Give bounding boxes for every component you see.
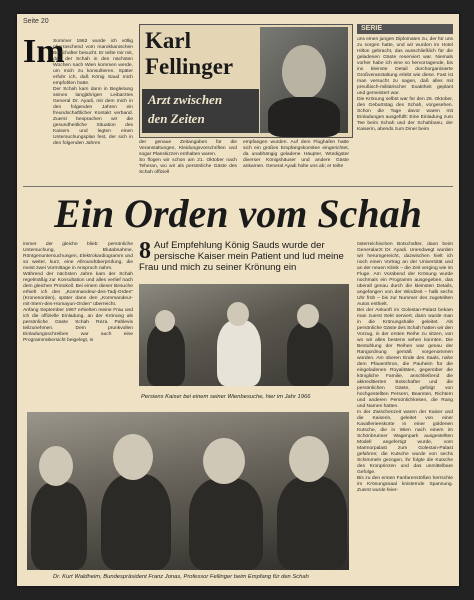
drop-cap: Im — [23, 33, 65, 70]
author-first-name: Karl — [145, 28, 191, 53]
photo1-figure-right — [287, 322, 333, 386]
photo2-face-4 — [289, 436, 329, 482]
subtitle-ribbon — [142, 89, 259, 133]
photo2-figure-4 — [277, 476, 347, 570]
photo2-face-2 — [113, 434, 153, 480]
top-divider — [23, 186, 453, 187]
photo1-face-center — [227, 302, 249, 326]
column-3-top: empfangen wurden. Auf dem Flughafen hatte sich ein großes Empfangskomitee eingerichtet, da unabhängig geladene Häupter, Würdigster diverser Königshäuser und andere Gäste ankamen. General Ayadi holte uns ab; er teilte — [243, 140, 349, 169]
episode-number: 8 — [139, 238, 151, 264]
subheadline — [139, 240, 349, 273]
shah-visit-photo — [139, 284, 349, 386]
subtitle-line-2: den Zeiten — [148, 111, 205, 126]
subtitle-line-1: Arzt zwischen — [148, 92, 223, 107]
author-last-name: Fellinger — [145, 54, 234, 79]
photo1-face-left — [155, 310, 175, 332]
subheadline-text: Auf Empfehlung König Sauds wurde der persische Kaiser mein Patient und lud meine Frau und mich zu seiner Krönung ein — [139, 240, 344, 273]
reception-photo — [27, 412, 349, 570]
photo1-caption: Persiens Kaiser bei einem seiner Wienbesuche, hier im Jahr 1966 — [141, 394, 311, 400]
photo2-face-1 — [39, 446, 73, 486]
series-label: SERIE — [357, 24, 453, 34]
photo2-face-3 — [203, 438, 245, 484]
photo1-face-right — [297, 304, 319, 328]
portrait-suit — [268, 97, 340, 137]
column-2-top: der genaue Zeitangaben für die Veranstaltungen, Kleidungsvorschriften und sogar Planskizzen enthalten waren. So flogen wir schon am 21. Oktober nach Teheran, wo wir als persönliche Gäste des Schah offiziell — [139, 140, 237, 175]
column-4-mid: österreichischen Botschafter, dann beim Generalarzt Dr. Ayadi. Unendwegt wurden wir herumgereicht, dazwischen hielt ich noch einen Vortrag an der Universität und an der neuen Klinik – die Zeit verging wie im Fluge. Am Vorabend der Krönung wurde nochmals ein Programm ausgegeben, das überall genau durch die kleinsten Details, angefangen von der Windzeit – halb sechs Uhr früh – bis zur Nummer des zugeteilten Autos enthielt. Bei der Ankunft im Golestan-Palast bekam man zuerst Sekt serviert, dann wurde man in die Krönungshalle geleitet. Als persönliche Gäste des Schah hatten wir den Vorzug, in der ersten Reihe zu sitzen, von wo wir alles bestens sehen konnten. Die Bestuhlung der Reihen war genau der Rangordnung gemäß vorgenommen worden. Am oberen Ende des Saals, nahe dem Pfauenthron, die Pauheim für die eingeladenen Royalitäten, gegenüber die königliche Familie, anschließend die akkreditierten Botschafter und die persönlichen Gäste, gefolgt von hochgestellten Persern, Beamten, Richtern und anderen Persönlichkeiten, die Rang und Namen hatten. In der Zwischenzeit waren der Kaiser und die Kaiserin, geleitet von einer Kavallerieeskorte in einer goldenen Kutsche, die in Wien nach einem im Schönbrunner Wagenpark ausgestellten Modell angefertigt wurde, vom Marmorpalast zum Golestan-Palast gefahren; die Kutsche wurde von sechs Schimmeln gezogen, ihr folgte die Kutsche des Kronprinzen und das unmittelbare Gefolge. Bis zu den ersten Fanfarenstößen herrschte im Krönungssaal knisternde Spannung. Zuerst wurde feier- — [357, 242, 453, 493]
page-number: Seite 20 — [23, 18, 49, 25]
column-1-top-cont — [23, 69, 133, 184]
headline: Ein Orden vom Schah — [54, 191, 422, 236]
portrait-face — [282, 45, 326, 99]
photo2-figure-2 — [101, 474, 171, 570]
newspaper-clipping — [17, 14, 459, 586]
column-1-top: Sommer 1962 wurde ich völlig überraschend vom marokkanischen Botschafter besucht. Er teilte mir mit, daß der Schah in den nächsten Wochen nach Wien kommen werde, um mich zu konsultieren. Später erfuhr ich, daß König Saud mich empfohlen hatte. Der Schah kam dann in Begleitung seines langjährigen Leibarztes General Dr. Ayadi, mit dem mich in den folgenden Jahren ein freundschaftlicher Kontakt verband. Zuerst besprachen wir die gesundheitliche Situation des Kaisers und legten einen Untersuchungsplan fest, der sich in den folgenden Jahren — [53, 39, 133, 146]
author-name-box — [142, 27, 257, 89]
column-4-top: uns einen jungen Diplomaten zu, der für uns zu sorgen hatte, und wir wurden im Hotel Hilton gebracht, das ausschließlich für die geladenen Gäste reserviert war. Niemals vorher habe ich eine so hervorragende, bis ins kleinste Detail durchorganisierte Großveranstaltung erlebt wie diese. Fast ist man versucht zu sagen, daß alles mit preußisch-militärischer Exaktheit geplant und gemeistert war. Die Krönung selbst war für den 26. Oktober, den Geburtstag des Schah, vorgesehen. Schon die Tage davor waren mit Einladungen ausgefüllt: Eine Einladung zum Tee beim Schah und der Schahbanu, der Kaiserin, abends zum Diner beim — [357, 37, 453, 132]
column-1-mid: immer der gleiche blieb: persönliche Untersuchung, Blutabnahme, Röntgenuntersuchungen, Elektrokardiogramm und so weiter, kurz, eine Allroundüberprüfung, die meist zwei Vormittage in Anspruch nahm. Während der nächsten Jahre kam der Schah regelmäßig zur Konsultation und alles verlief nach dem gleichen Protokoll. Bei einem dieser Besuche erhielt ich den „Kommandeur-des-Tadj-Orden“ (Kronenorden), später dann den „Kommandeur-mit-Stern-des-Homayun-Orden“ überreicht. Anfang September 1967 erhielten meine Frau und ich die offizielle Einladung, an der Krönung als persönliche Gäste Schah Reza Pahlevis teilzunehmen. Dem prunkvollen Einladungsschreiben war auch eine Programmübersicht beigelegt, in — [23, 242, 133, 343]
photo2-caption: Dr. Kurt Waldheim, Bundespräsident Franz Jonas, Professor Fellinger beim Empfang für den Schah — [53, 574, 309, 580]
photo1-figure-left — [147, 324, 185, 386]
series-header-box — [139, 24, 353, 138]
author-portrait-photo — [260, 27, 348, 133]
photo2-figure-3 — [189, 478, 263, 570]
photo1-figure-center — [217, 320, 261, 386]
photo2-figure-1 — [31, 482, 87, 570]
